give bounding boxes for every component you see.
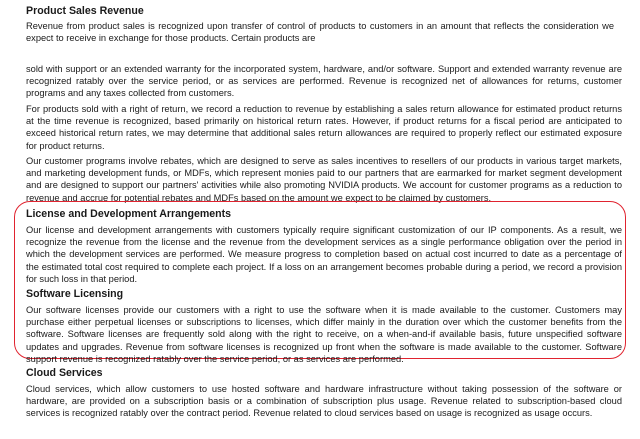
section-heading-software-licensing: Software Licensing xyxy=(26,288,124,300)
product-sales-warranty-paragraph: sold with support or an extended warranty for the incorporated system, hardware, and/or software. Support and extended warranty revenue are recognized ratably over the service period, or as services are performed. Revenue is recognized net of allowances for returns, customer programs and any taxes collected from customers. xyxy=(26,64,622,99)
section-heading-product-sales: Product Sales Revenue xyxy=(26,5,144,17)
cloud-services-paragraph: Cloud services, which allow customers to use hosted software and hardware infrastructure without taking possession of the software or hardware, are provided on a subscription basis or a combination of subscription plus usage. Revenue related to subscription-based cloud services is recognized ratably over the contract period. Revenue related to cloud services based on usage is recognized as usage occurs. xyxy=(26,384,622,419)
software-licensing-paragraph: Our software licenses provide our customers with a right to use the software when it is made available to the customer. Customers may purchase either perpetual licenses or subscriptions to licenses, which differ mainly in the duration over which the customer benefits from the software. Software licenses are frequently sold along with the right to receive, on a when-and-if available basis, future unspecified software updates and upgrades. Revenue from software licenses is recognized up front when the software is made available to the customer. Software support revenue is recognized ratably over the service period, or as services are performed. xyxy=(26,305,622,364)
section-heading-cloud-services: Cloud Services xyxy=(26,367,103,379)
product-sales-programs-paragraph: Our customer programs involve rebates, which are designed to serve as sales incentives to resellers of our products in various target markets, and marketing development funds, or MDFs, which represent monies paid to our partners that are earmarked for market segment development and are designed to support our partners' activities while also promoting NVIDIA products. We account for customer programs as a reduction to revenue and accrue for potential rebates and MDFs based on the amount we expect to be claimed by customers. xyxy=(26,156,622,203)
section-heading-license-development: License and Development Arrangements xyxy=(26,208,232,220)
product-sales-returns-paragraph: For products sold with a right of return, we record a reduction to revenue by establishing a sales return allowance for estimated product returns at the time revenue is recognized, based primarily on historical return rates. However, if product returns for a fiscal period are anticipated to exceed historical return rates, we may determine that additional sales return allowances are required to properly reflect our estimated exposure for product returns. xyxy=(26,104,622,151)
product-sales-intro-paragraph: Revenue from product sales is recognized upon transfer of control of products to customers in an amount that reflects the consideration we expect to receive in exchange for those products. Certain products are xyxy=(26,21,614,44)
license-development-paragraph: Our license and development arrangements with customers typically require significant customization of our IP components. As a result, we recognize the revenue from the license and the revenue from the development services as a single performance obligation over the period in which the development services are performed. We measure progress to completion based on actual cost incurred to date as a percentage of the estimated total cost required to complete each project. If a loss on an arrangement becomes probable during a period, we record a provision for such loss in that period. xyxy=(26,225,622,284)
